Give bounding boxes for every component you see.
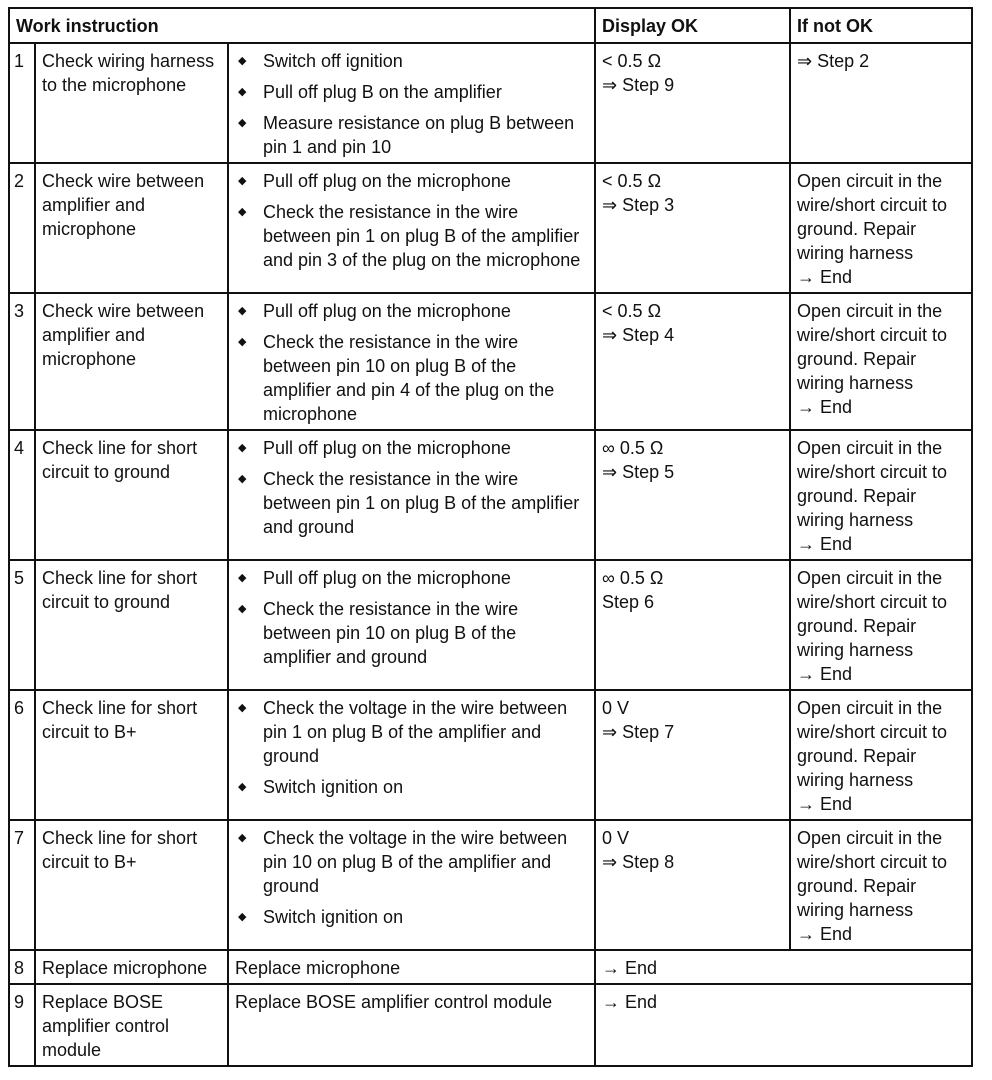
if-not-ok-cell: [790, 820, 972, 950]
if-not-ok-text: ⇒ Step 2: [797, 51, 870, 71]
step-number: 6: [9, 690, 35, 820]
check-description: Check line for short circuit to ground: [35, 430, 228, 560]
result-cell: → End: [595, 984, 972, 1066]
header-display-ok: Display OK: [595, 8, 790, 43]
check-description: Replace microphone: [35, 950, 228, 984]
display-ok-next: ⇒ Step 7: [602, 722, 675, 742]
check-description: Replace BOSE amplifier control module: [35, 984, 228, 1066]
step-number: 7: [9, 820, 35, 950]
action-item: ◆ Pull off plug on the microphone: [235, 436, 588, 460]
check-description: Check line for short circuit to ground: [35, 560, 228, 690]
display-ok-cell: [595, 293, 790, 430]
if-not-ok-cell: [790, 690, 972, 820]
header-if-not-ok: If not OK: [790, 8, 972, 43]
action-item: ◆ Check the resistance in the wire between pin 1 on plug B of the amplifier and pin 3 of the plug on the microphone: [235, 200, 588, 272]
action-item: ◆ Check the resistance in the wire between pin 10 on plug B of the amplifier and pin 4 of the plug on the microphone: [235, 330, 588, 426]
action-item: ◆ Check the voltage in the wire between pin 10 on plug B of the amplifier and ground: [235, 826, 588, 898]
display-ok-next: ⇒ Step 9: [602, 75, 675, 95]
table-row: [9, 950, 972, 984]
if-not-ok-cell: [790, 293, 972, 430]
display-ok-value: 0 V: [602, 828, 630, 848]
step-number: 2: [9, 163, 35, 293]
display-ok-cell: [595, 560, 790, 690]
action-item: ◆ Pull off plug on the microphone: [235, 169, 588, 193]
table-row: [9, 293, 972, 430]
step-actions: [228, 163, 595, 293]
display-ok-cell: [595, 43, 790, 163]
if-not-ok-text: Open circuit in the wire/short circuit to ground. Repair wiring harness → End: [797, 438, 948, 554]
if-not-ok-cell: [790, 163, 972, 293]
check-description: Check wire between amplifier and microphone: [35, 163, 228, 293]
step-number: 3: [9, 293, 35, 430]
action-item: ◆ Check the voltage in the wire between pin 1 on plug B of the amplifier and ground: [235, 696, 588, 768]
step-number: 9: [9, 984, 35, 1066]
if-not-ok-cell: [790, 430, 972, 560]
action-item: ◆ Check the resistance in the wire between pin 1 on plug B of the amplifier and ground: [235, 467, 588, 539]
if-not-ok-text: Open circuit in the wire/short circuit to ground. Repair wiring harness → End: [797, 171, 948, 287]
display-ok-value: 0 V: [602, 698, 630, 718]
display-ok-cell: [595, 690, 790, 820]
table-row: [9, 820, 972, 950]
if-not-ok-text: Open circuit in the wire/short circuit to ground. Repair wiring harness → End: [797, 301, 948, 417]
table-row: [9, 560, 972, 690]
action-item: ◆ Switch off ignition: [235, 49, 588, 73]
display-ok-value: ∞ 0.5 Ω: [602, 438, 664, 458]
action-item: ◆ Pull off plug on the microphone: [235, 299, 588, 323]
table-row: [9, 43, 972, 163]
display-ok-next: ⇒ Step 3: [602, 195, 675, 215]
header-row: [9, 8, 972, 43]
action-item: ◆ Check the resistance in the wire between pin 10 on plug B of the amplifier and ground: [235, 597, 588, 669]
table-row: [9, 430, 972, 560]
step-number: 4: [9, 430, 35, 560]
table-row: [9, 984, 972, 1066]
step-actions: [228, 690, 595, 820]
action-item: ◆ Measure resistance on plug B between pin 1 and pin 10: [235, 111, 588, 159]
step-actions: [228, 293, 595, 430]
header-work-instruction: Work instruction: [9, 8, 595, 43]
action-item: ◆ Switch ignition on: [235, 775, 588, 799]
display-ok-value: < 0.5 Ω: [602, 51, 662, 71]
display-ok-cell: [595, 163, 790, 293]
result-cell: → End: [595, 950, 972, 984]
display-ok-cell: [595, 820, 790, 950]
display-ok-value: < 0.5 Ω: [602, 301, 662, 321]
display-ok-next: Step 6: [602, 592, 655, 612]
if-not-ok-text: Open circuit in the wire/short circuit to ground. Repair wiring harness → End: [797, 828, 948, 944]
step-actions: Replace microphone: [228, 950, 595, 984]
if-not-ok-text: Open circuit in the wire/short circuit to ground. Repair wiring harness → End: [797, 568, 948, 684]
work-instruction-table: [8, 7, 973, 1067]
display-ok-cell: [595, 430, 790, 560]
if-not-ok-cell: [790, 560, 972, 690]
table-row: [9, 163, 972, 293]
display-ok-value: ∞ 0.5 Ω: [602, 568, 664, 588]
step-number: 1: [9, 43, 35, 163]
display-ok-next: ⇒ Step 4: [602, 325, 675, 345]
check-description: Check line for short circuit to B+: [35, 690, 228, 820]
check-description: Check wiring harness to the microphone: [35, 43, 228, 163]
step-actions: [228, 560, 595, 690]
check-description: Check line for short circuit to B+: [35, 820, 228, 950]
display-ok-value: < 0.5 Ω: [602, 171, 662, 191]
if-not-ok-cell: [790, 43, 972, 163]
action-item: ◆ Pull off plug B on the amplifier: [235, 80, 588, 104]
step-actions: [228, 820, 595, 950]
display-ok-next: ⇒ Step 5: [602, 462, 675, 482]
action-item: ◆ Pull off plug on the microphone: [235, 566, 588, 590]
step-number: 5: [9, 560, 35, 690]
display-ok-next: ⇒ Step 8: [602, 852, 675, 872]
table-row: [9, 690, 972, 820]
check-description: Check wire between amplifier and microphone: [35, 293, 228, 430]
step-actions: [228, 43, 595, 163]
step-number: 8: [9, 950, 35, 984]
action-item: ◆ Switch ignition on: [235, 905, 588, 929]
step-actions: Replace BOSE amplifier control module: [228, 984, 595, 1066]
step-actions: [228, 430, 595, 560]
if-not-ok-text: Open circuit in the wire/short circuit to ground. Repair wiring harness → End: [797, 698, 948, 814]
